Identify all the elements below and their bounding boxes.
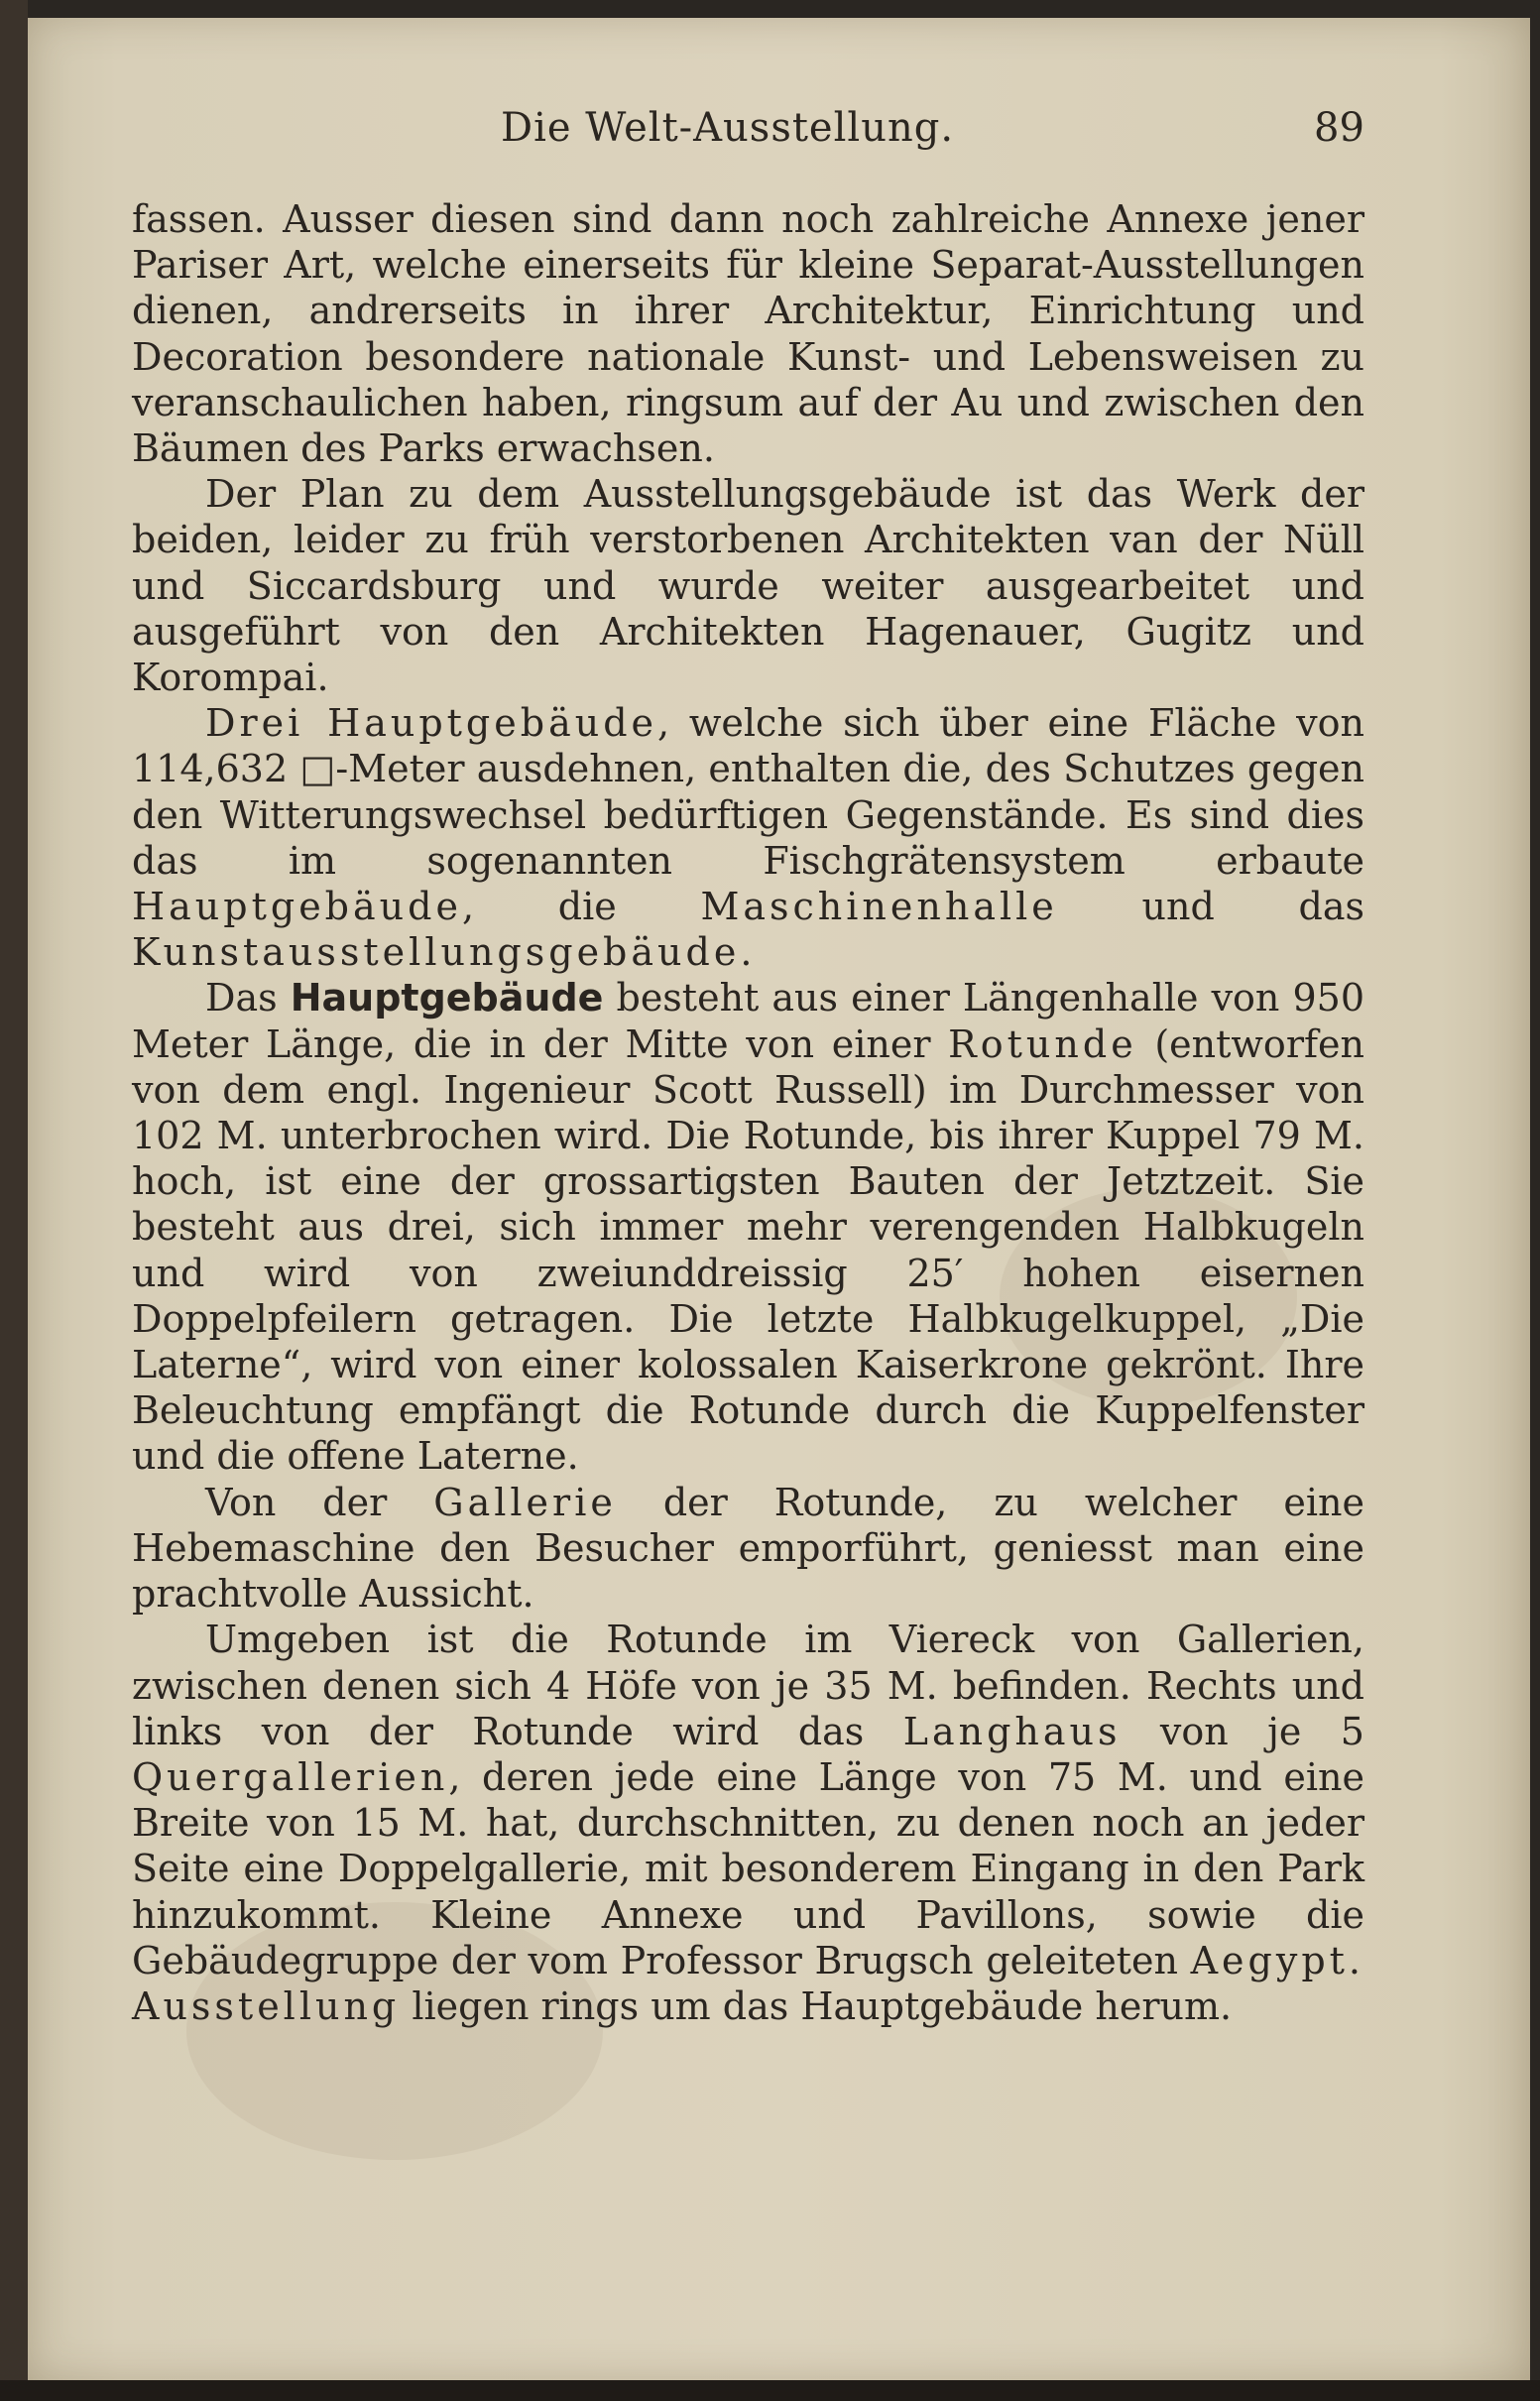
bold-term: Hauptgebäude (290, 976, 604, 1020)
running-header (0, 99, 1540, 159)
text-run: Der Plan zu dem Ausstellungsgebäude ist das Werk der beiden, leider zu früh verstorbenen Architekten van der Nüll und Siccardsburg und wurde weiter ausgearbeitet und ausgeführt von den Architekten Hagenauer, Gugitz und Korompai. (132, 472, 1364, 700)
spaced-emphasis: Langhaus (902, 1709, 1122, 1753)
paragraph (132, 1617, 1364, 2029)
text-run: liegen rings um das Hauptgebäude herum. (400, 1983, 1233, 2028)
spaced-emphasis: Rotunde (948, 1021, 1137, 1066)
paragraph (132, 471, 1364, 700)
spaced-emphasis: Maschinenhalle (700, 885, 1058, 929)
text-run: von je 5 (1121, 1709, 1364, 1753)
text-run: . (740, 930, 753, 975)
text-run: der Rotunde, zu welcher eine Hebemaschine den Besucher emporführt, geniesst man eine prachtvolle Aussicht. (132, 1480, 1364, 1617)
book-binding-edge (0, 0, 28, 2401)
text-run: besteht aus einer Längenhalle von 950 Meter Länge, die in der Mitte von einer (132, 976, 1364, 1066)
text-run: , deren jede eine Länge von 75 M. und eine Breite von 15 M. hat, durchschnitten, zu denen noch an jeder Seite eine Doppelgallerie, mit besonderem Eingang in den Park hinzukommt. Kleine Annexe und Pavillons, sowie die Gebäudegruppe der vom Professor Brugsch geleiteten (132, 1754, 1364, 1982)
page-bottom-edge (0, 2380, 1540, 2401)
spaced-emphasis: Aegypt. Ausstellung (132, 1938, 1364, 2028)
spaced-emphasis: Quergallerien (132, 1754, 449, 1799)
spaced-emphasis: Kunstausstellungsgebäude (132, 930, 741, 975)
text-run: Das (205, 976, 291, 1020)
running-title: Die Welt-Ausstellung. (501, 105, 955, 151)
body-text (132, 196, 1364, 2029)
text-run: Umgeben ist die Rotunde im Viereck von Gallerien, zwischen denen sich 4 Höfe von je 35 M. befinden. Rechts und links von der Rotunde wird das (132, 1618, 1364, 1753)
paragraph (132, 196, 1364, 471)
text-run: und das (1057, 885, 1364, 929)
spaced-emphasis: Gallerie (433, 1480, 617, 1524)
paragraph (132, 975, 1364, 1479)
text-run: Von der (205, 1480, 434, 1524)
text-run: , die (461, 885, 701, 929)
paragraph (132, 700, 1364, 975)
text-run: (entworfen von dem engl. Ingenieur Scott Russell) im Durchmesser von 102 M. unterbrochen wird. Die Rotunde, bis ihrer Kuppel 79 M. hoch, ist eine der grossartigsten Bauten der Jetztzeit. Sie besteht aus drei, sich immer mehr verengenden Halbkugeln und wird von zweiunddreissig 25′ hohen eisernen Doppelpfeilern getragen. Die letzte Halbkugelkuppel, „Die Laterne“, wird von einer kolossalen Kaiserkrone gekrönt. Ihre Beleuchtung empfängt die Rotunde durch die Kuppelfenster und die offene Laterne. (132, 1021, 1365, 1479)
text-run: , welche sich über eine Fläche von 114,632 □-Meter ausdehnen, enthalten die, des Schutzes gegen den Witterungswechsel bedürftigen Gegenstände. Es sind dies das im sogenannten Fischgrätensystem erbaute (132, 701, 1364, 883)
page-number: 89 (1314, 105, 1364, 151)
paragraph (132, 1480, 1364, 1618)
spaced-emphasis: Hauptgebäude (132, 885, 462, 929)
text-run: fassen. Ausser diesen sind dann noch zahlreiche Annexe jener Pariser Art, welche einerseits für kleine Separat-Ausstellungen dienen, andrerseits in ihrer Architektur, Einrichtung und Decoration besondere nationale Kunst- und Lebensweisen zu veranschaulichen haben, ringsum auf der Au und zwischen den Bäumen des Parks erwachsen. (132, 197, 1364, 471)
spaced-emphasis: Drei Hauptgebäude (205, 701, 658, 746)
